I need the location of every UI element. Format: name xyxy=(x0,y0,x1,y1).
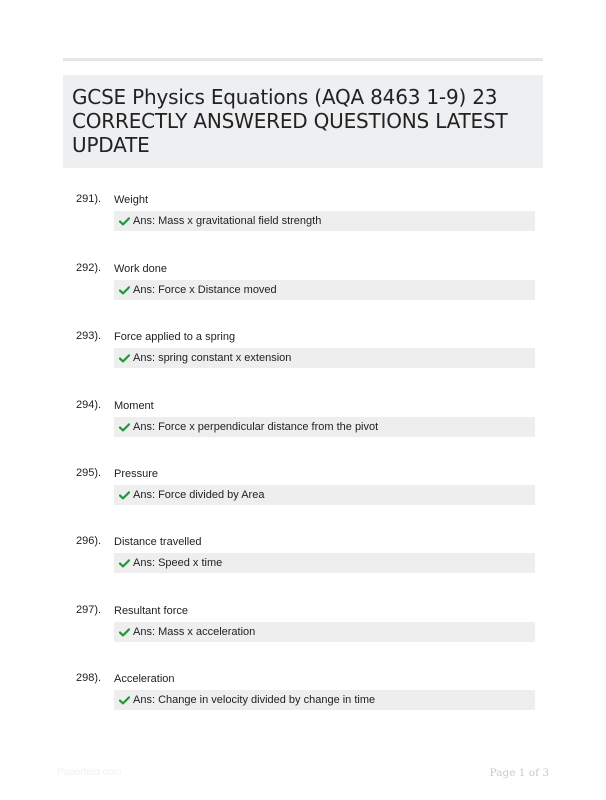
question-item xyxy=(0,466,606,528)
question-item xyxy=(0,192,606,254)
question-number: 292). xyxy=(76,262,102,274)
question-number: 293). xyxy=(76,330,102,342)
question-item xyxy=(0,603,606,665)
question-number: 295). xyxy=(76,467,102,479)
question-number: 298). xyxy=(76,672,102,684)
question-item xyxy=(0,534,606,596)
answer-box xyxy=(114,622,535,642)
checkmark-icon xyxy=(119,491,130,500)
answer-text: Ans: Force x perpendicular distance from the pivot xyxy=(133,421,379,433)
question-number: 291). xyxy=(76,193,102,205)
answer-text: Ans: Mass x acceleration xyxy=(133,626,256,638)
question-text: Distance travelled xyxy=(114,536,202,548)
answer-box xyxy=(114,211,535,231)
answer-text: Ans: Force x Distance moved xyxy=(133,284,277,296)
question-text: Weight xyxy=(114,194,149,206)
checkmark-icon xyxy=(119,559,130,568)
checkmark-icon xyxy=(119,628,130,637)
answer-text: Ans: spring constant x extension xyxy=(133,352,292,364)
question-text: Moment xyxy=(114,400,154,412)
footer-watermark: Paperfeld.com xyxy=(57,767,122,778)
question-text: Work done xyxy=(114,263,167,275)
checkmark-icon xyxy=(119,696,130,705)
answer-box xyxy=(114,417,535,437)
page-indicator: Page 1 of 3 xyxy=(489,767,549,779)
question-text: Pressure xyxy=(114,468,159,480)
checkmark-icon xyxy=(119,286,130,295)
answer-box xyxy=(114,348,535,368)
question-text: Force applied to a spring xyxy=(114,331,236,343)
document-title: GCSE Physics Equations (AQA 8463 1-9) 23 CORRECTLY ANSWERED QUESTIONS LATEST UPDATE xyxy=(72,85,508,157)
question-item xyxy=(0,261,606,323)
answer-text: Ans: Change in velocity divided by change in time xyxy=(133,694,376,706)
question-number: 297). xyxy=(76,604,102,616)
question-text: Resultant force xyxy=(114,605,188,617)
answer-box xyxy=(114,485,535,505)
question-text: Acceleration xyxy=(114,673,175,685)
question-item xyxy=(0,398,606,460)
answer-text: Ans: Force divided by Area xyxy=(133,489,265,501)
answer-box xyxy=(114,690,535,710)
question-item xyxy=(0,671,606,733)
question-item xyxy=(0,329,606,391)
answer-text: Ans: Mass x gravitational field strength xyxy=(133,215,322,227)
answer-text: Ans: Speed x time xyxy=(133,557,223,569)
checkmark-icon xyxy=(119,217,130,226)
answer-box xyxy=(114,553,535,573)
checkmark-icon xyxy=(119,354,130,363)
answer-box xyxy=(114,280,535,300)
checkmark-icon xyxy=(119,423,130,432)
question-number: 296). xyxy=(76,535,102,547)
question-number: 294). xyxy=(76,399,102,411)
